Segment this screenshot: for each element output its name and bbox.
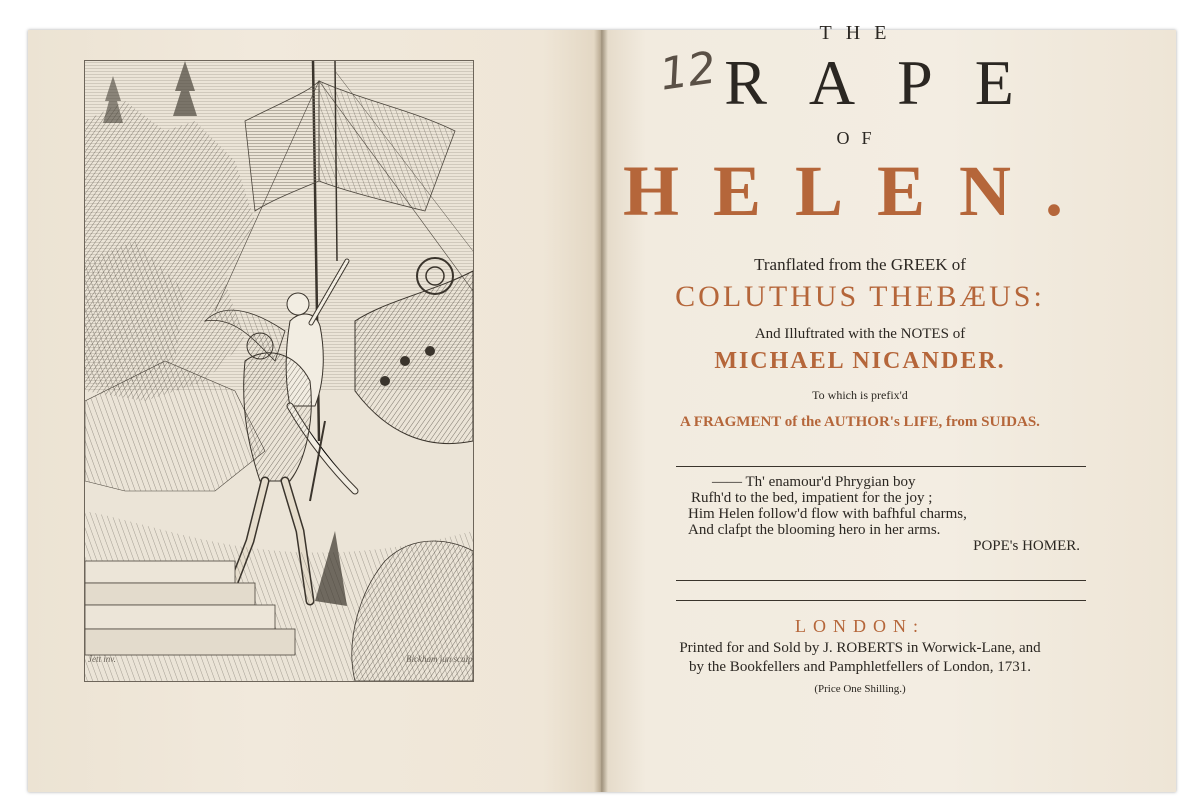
epigraph [688,474,1092,554]
imprint-city: LONDON: [795,616,925,636]
epigraph-line: —— Th' enamour'd Phrygian boy [712,474,916,490]
title-rape: RAPE [724,47,1056,118]
epigraph-line: Rufh'd to the bed, impatient for the joy ; [691,490,933,506]
engraving-illustration [85,61,473,681]
manuscript-number: 12 [656,42,720,101]
epigraph-attribution: POPE's HOMER. [973,538,1080,554]
engraving-designer-credit: Jett inv. [88,654,116,664]
prefix-line: To which is prefix'd [812,388,908,402]
annotator-name: MICHAEL NICANDER. [714,348,1006,374]
epigraph-line: Him Helen follow'd flow with bafhful charms, [688,506,967,522]
imprint-line-1: Printed for and Sold by J. ROBERTS in Worwick-Lane, and [679,640,1041,656]
epigraph-bottom-rule [676,580,1086,581]
epigraph-top-rule [676,466,1086,467]
epigraph-line: And clafpt the blooming hero in her arms. [688,522,941,538]
title-the: THE [819,22,901,44]
title-of: OF [836,128,884,148]
engraving-engraver-credit: Bickham jun sculp. [406,654,475,664]
frontispiece-engraving [84,60,474,682]
fragment-line: A FRAGMENT of the AUTHOR's LIFE, from SUIDAS. [680,414,1040,430]
imprint-rule [676,600,1086,601]
author-name: COLUTHUS THEBÆUS: [675,280,1045,313]
illustrated-line: And Illuftrated with the NOTES of [754,326,966,342]
imprint-price: (Price One Shilling.) [814,683,906,695]
imprint-line-2: by the Bookfellers and Pamphletfellers of London, 1731. [688,659,1031,675]
title-helen: HELEN. [622,151,1098,231]
translated-line: Tranflated from the GREEK of [754,255,966,274]
